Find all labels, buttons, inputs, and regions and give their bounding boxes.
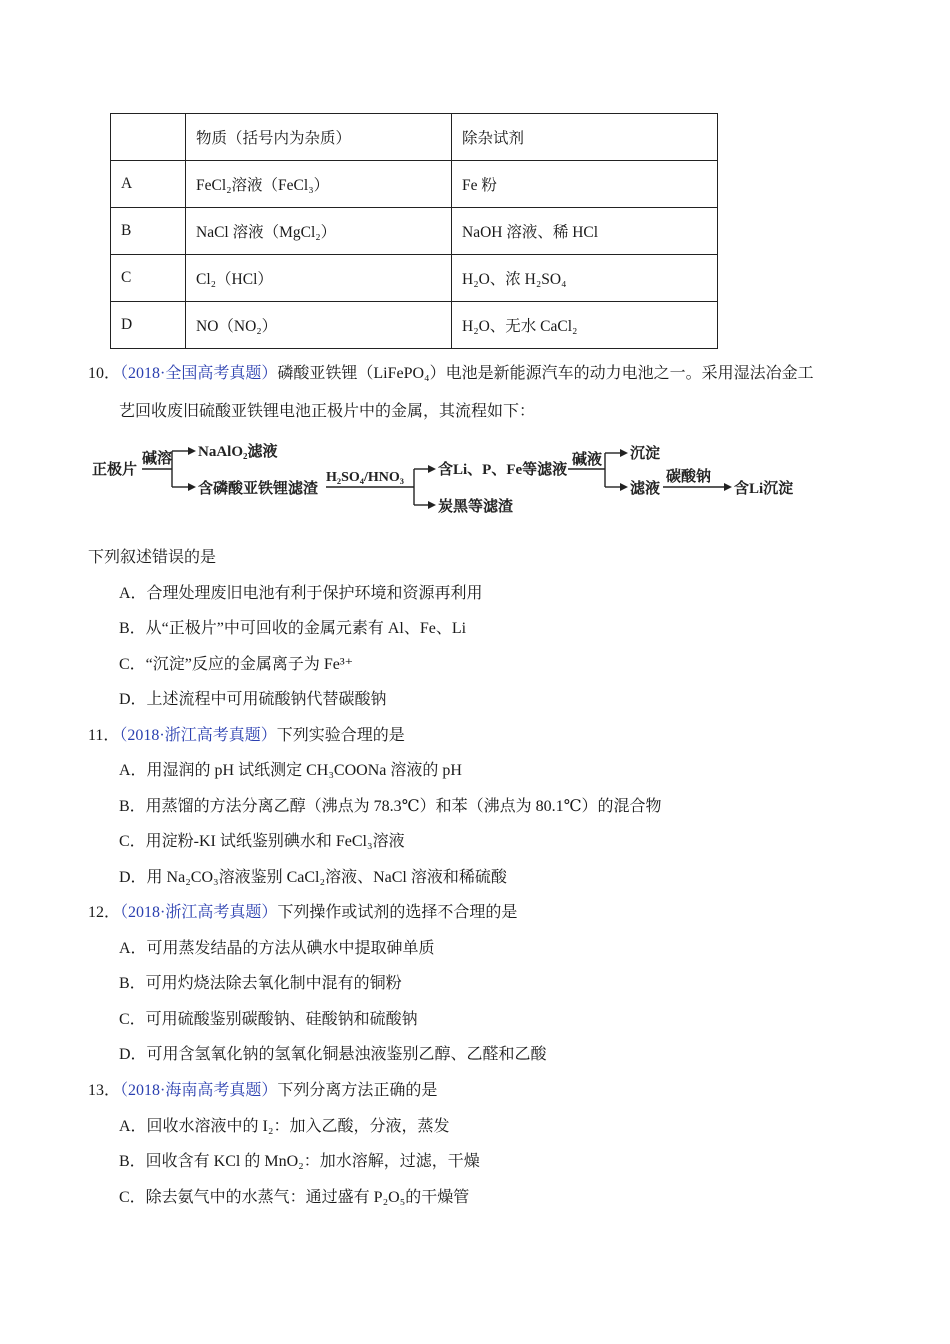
question-stem: 下列分离方法正确的是 (277, 1082, 438, 1099)
table-row (111, 255, 718, 302)
q11-option-a: A．用湿润的 pH 试纸测定 CH₃COONa 溶液的 pH (119, 762, 462, 779)
question-source: （2018·浙江高考真题） (119, 727, 277, 744)
flow-precip: 沉淀 (630, 446, 661, 462)
q11-stem (88, 722, 405, 745)
table-cell-label: D (111, 302, 186, 349)
q13-stem (88, 1077, 437, 1100)
question-number: 11． (88, 727, 120, 744)
flow-step2: H₂SO₄/HNO₃ (326, 470, 404, 485)
flow-step3: 碱液 (572, 452, 603, 468)
question-source: （2018·全国高考真题） (120, 365, 278, 382)
table-header-row (111, 114, 718, 161)
q11-option-d: D．用 Na₂CO₃溶液鉴别 CaCl₂溶液、NaCl 溶液和稀硫酸 (119, 869, 507, 886)
question-source: （2018·海南高考真题） (120, 1082, 278, 1099)
flow-product: 含Li沉淀 (734, 481, 794, 497)
q10-option-a: A．合理处理废旧电池有利于保护环境和资源再利用 (119, 585, 483, 602)
q11-option-b: B．用蒸馏的方法分离乙醇（沸点为 78.3℃）和苯（沸点为 80.1℃）的混合物 (119, 798, 662, 815)
question-stem: 下列操作或试剂的选择不合理的是 (277, 904, 518, 921)
table-header-cell: 除杂试剂 (452, 114, 718, 161)
q10-stem-line1 (88, 360, 814, 383)
q12-option-c: C．可用硫酸鉴别碳酸钠、硅酸钠和硫酸钠 (119, 1011, 418, 1028)
flow-filtrate2: 含Li、P、Fe等滤液 (438, 462, 568, 478)
process-flow-diagram (90, 437, 810, 523)
table-row (111, 302, 718, 349)
flow-filtrate3: 滤液 (630, 481, 661, 497)
table-cell-substance: NaCl 溶液（MgCl₂） (186, 208, 452, 255)
table-cell-substance: FeCl₂溶液（FeCl₃） (186, 161, 452, 208)
flow-start: 正极片 (92, 462, 138, 478)
question-stem: 磷酸亚铁锂（LiFePO₄）电池是新能源汽车的动力电池之一。采用湿法冶金工 (277, 365, 814, 382)
flow-residue2: 炭黑等滤渣 (438, 499, 514, 515)
table-header-cell (111, 114, 186, 161)
table-header-cell: 物质（括号内为杂质） (186, 114, 452, 161)
q12-option-d: D．可用含氢氧化钠的氢氧化铜悬浊液鉴别乙醇、乙醛和乙酸 (119, 1046, 547, 1063)
table-cell-reagent: H₂O、浓 H₂SO₄ (452, 255, 718, 302)
question-stem: 下列实验合理的是 (276, 727, 405, 744)
flow-residue1: 含磷酸亚铁锂滤渣 (198, 481, 319, 497)
table-cell-label: B (111, 208, 186, 255)
flow-step4: 碳酸钠 (666, 469, 712, 485)
table-cell-label: A (111, 161, 186, 208)
flow-out1: NaAlO₂滤液 (198, 444, 278, 460)
table-cell-label: C (111, 255, 186, 302)
q11-option-c: C．用淀粉-KI 试纸鉴别碘水和 FeCl₃溶液 (119, 833, 405, 850)
q13-option-c: C．除去氨气中的水蒸气：通过盛有 P₂O₅的干燥管 (119, 1189, 470, 1206)
q10-prompt: 下列叙述错误的是 (88, 549, 217, 566)
question-number: 13． (88, 1082, 121, 1099)
question-source: （2018·浙江高考真题） (120, 904, 278, 921)
purification-table (110, 113, 718, 349)
q10-stem-line2: 艺回收废旧硫酸亚铁锂电池正极片中的金属，其流程如下： (119, 403, 536, 420)
table-row (111, 161, 718, 208)
question-number: 12． (88, 904, 121, 921)
q12-option-a: A．可用蒸发结晶的方法从碘水中提取砷单质 (119, 940, 435, 957)
q10-option-c: C．“沉淀”反应的金属离子为 Fe³⁺ (119, 656, 354, 673)
table-cell-reagent: Fe 粉 (452, 161, 718, 208)
q12-stem (88, 899, 517, 922)
table-cell-reagent: H₂O、无水 CaCl₂ (452, 302, 718, 349)
q10-option-d: D．上述流程中可用硫酸钠代替碳酸钠 (119, 691, 387, 708)
q13-option-a: A．回收水溶液中的 I₂：加入乙酸，分液，蒸发 (119, 1118, 450, 1135)
table-cell-reagent: NaOH 溶液、稀 HCl (452, 208, 718, 255)
q12-option-b: B．可用灼烧法除去氧化制中混有的铜粉 (119, 975, 402, 992)
q13-option-b: B．回收含有 KCl 的 MnO₂：加水溶解，过滤，干燥 (119, 1153, 480, 1170)
table-cell-substance: NO（NO₂） (186, 302, 452, 349)
table-cell-substance: Cl₂（HCl） (186, 255, 452, 302)
question-number: 10． (88, 365, 121, 382)
q10-option-b: B．从“正极片”中可回收的金属元素有 Al、Fe、Li (119, 620, 467, 637)
table-row (111, 208, 718, 255)
flow-step1: 碱溶 (142, 451, 173, 467)
